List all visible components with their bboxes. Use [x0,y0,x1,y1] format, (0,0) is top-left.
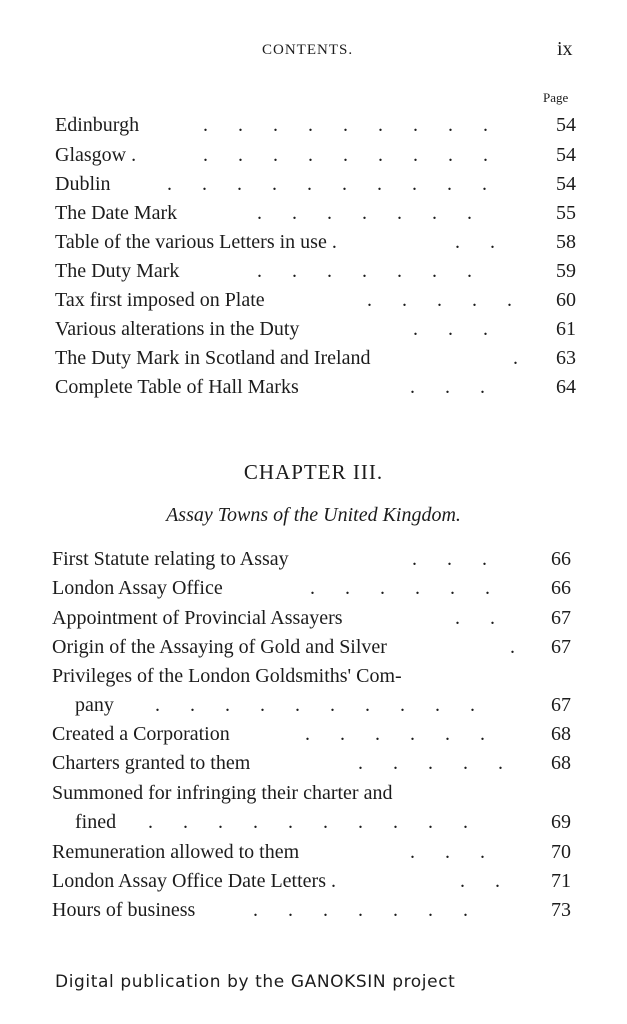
toc-entry [0,632,627,662]
toc-entry [0,807,627,837]
toc-entry-title: fined [75,811,117,833]
toc-leader-dots: . . . . . . . . . . [167,173,487,195]
toc-entry-title: Various alterations in the Duty [55,318,300,340]
toc-leader-dots: . . . . . . . . . . [155,694,475,716]
toc-entry-title: London Assay Office [52,577,223,599]
toc-entry-page: 63 [556,347,576,369]
toc-entry-page: 54 [556,173,576,195]
toc-leader-dots: . . . . . . . . . . [148,811,468,833]
toc-entry-title: Table of the various Letters in use . [55,231,337,253]
toc-entry-page: 60 [556,289,576,311]
toc-entry-page: 69 [551,811,571,833]
toc-entry-title: The Duty Mark in Scotland and Ireland [55,347,371,369]
toc-leader-dots: . . [455,231,495,253]
toc-entry-page: 64 [556,376,576,398]
toc-entry-title: Tax first imposed on Plate [55,289,265,311]
toc-entry [0,719,627,749]
toc-entry [0,748,627,778]
toc-entry-page: 66 [551,577,571,599]
toc-entry-title: Complete Table of Hall Marks [55,376,299,398]
toc-leader-dots: . . . . . . . [257,260,472,282]
toc-leader-dots: . [513,347,518,369]
toc-entry-page: 71 [551,870,571,892]
page-column-label: Page [543,90,569,105]
toc-entry-title: Glasgow . [55,144,137,166]
toc-entry [0,285,627,315]
toc-entry [0,661,627,691]
toc-leader-dots: . [510,636,515,658]
toc-entry-page: 68 [551,752,571,774]
toc-entry-page: 70 [551,841,571,863]
toc-entry [0,343,627,373]
toc-entry [0,837,627,867]
toc-entry-page: 61 [556,318,576,340]
toc-leader-dots: . . . [413,318,488,340]
toc-entry [0,573,627,603]
toc-entry-page: 73 [551,899,571,921]
toc-entry-title: Appointment of Provincial Assayers [52,607,343,629]
toc-entry-title: First Statute relating to Assay [52,548,289,570]
toc-leader-dots: . . . [410,376,485,398]
toc-leader-dots: . . . . . [358,752,503,774]
toc-entry [0,314,627,344]
toc-entry-page: 59 [556,260,576,282]
toc-entry [0,544,627,574]
toc-entry [0,372,627,402]
toc-leader-dots: . . . [410,841,485,863]
toc-entry-title: Origin of the Assaying of Gold and Silver [52,636,387,658]
toc-leader-dots: . . . . . . . . . [203,114,488,136]
toc-entry [0,198,627,228]
toc-entry-title: London Assay Office Date Letters . [52,870,336,892]
toc-entry-title: Remuneration allowed to them [52,841,300,863]
toc-leader-dots: . . . . . . [310,577,490,599]
toc-entry [0,256,627,286]
toc-entry [0,169,627,199]
toc-entry-page: 58 [556,231,576,253]
toc-entry-page: 67 [551,636,571,658]
toc-leader-dots: . . . . . [367,289,512,311]
toc-leader-dots: . . [460,870,500,892]
toc-entry [0,895,627,925]
toc-entry-page: 54 [556,144,576,166]
toc-entry-title: Edinburgh [55,114,140,136]
toc-entry-title: Charters granted to them [52,752,251,774]
footer-credit: Digital publication by the GANOKSIN project [55,972,456,992]
toc-entry-title: Hours of business [52,899,196,921]
chapter-subtitle: Assay Towns of the United Kingdom. [166,504,461,526]
toc-leader-dots: . . [455,607,495,629]
running-head-page-number: ix [557,38,573,60]
toc-leader-dots: . . . . . . . [253,899,468,921]
toc-entry-page: 66 [551,548,571,570]
toc-entry [0,227,627,257]
toc-entry [0,603,627,633]
toc-leader-dots: . . . . . . . [257,202,472,224]
toc-leader-dots: . . . [412,548,487,570]
toc-entry [0,690,627,720]
toc-entry [0,140,627,170]
toc-entry [0,110,627,140]
chapter-heading: CHAPTER III. [243,460,384,484]
toc-entry-title: The Duty Mark [55,260,180,282]
toc-entry-page: 54 [556,114,576,136]
toc-entry-title: Summoned for infringing their charter and [52,782,393,804]
toc-entry-page: 68 [551,723,571,745]
toc-entry-title: pany [75,694,114,716]
toc-entry-page: 55 [556,202,576,224]
toc-entry-title: Created a Corporation [52,723,230,745]
toc-entry [0,866,627,896]
running-head [0,38,627,64]
toc-entry-page: 67 [551,694,571,716]
toc-entry-title: Dublin [55,173,111,195]
toc-leader-dots: . . . . . . [305,723,485,745]
toc-leader-dots: . . . . . . . . . [203,144,488,166]
toc-entry [0,778,627,808]
toc-entry-page: 67 [551,607,571,629]
toc-entry-title: Privileges of the London Goldsmiths' Com- [52,665,402,687]
running-head-title: CONTENTS. [262,42,354,58]
toc-entry-title: The Date Mark [55,202,178,224]
